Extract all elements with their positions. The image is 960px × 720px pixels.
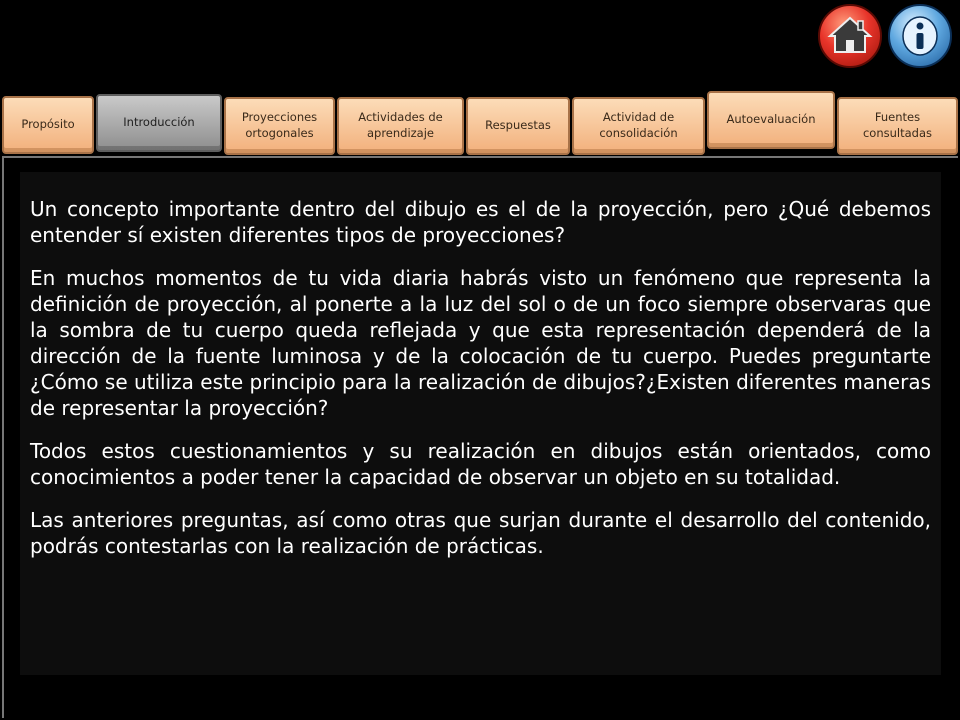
info-icon	[890, 6, 950, 66]
tab-label: Autoevaluación	[726, 112, 816, 127]
tab-actividad-de-consolidacion[interactable]	[572, 97, 705, 155]
tab-label: Actividades de aprendizaje	[358, 110, 443, 140]
content-panel	[20, 172, 941, 675]
tab-fuentes-consultadas[interactable]	[837, 97, 958, 155]
tab-introduccion[interactable]	[96, 94, 222, 152]
tab-actividades-de-aprendizaje[interactable]	[337, 97, 464, 155]
info-button[interactable]	[888, 4, 952, 68]
tab-autoevaluacion[interactable]	[707, 91, 835, 149]
tab-proyecciones-ortogonales[interactable]	[224, 97, 335, 155]
tab-label: Actividad de consolidación	[599, 110, 678, 140]
intro-paragraph-1: Un concepto importante dentro del dibujo es el de la proyección, pero ¿Qué debemos entender sí existen diferentes tipos de proyecciones?	[30, 197, 931, 247]
home-icon	[820, 6, 880, 66]
tab-respuestas[interactable]	[466, 97, 570, 155]
tab-label: Introducción	[123, 115, 195, 130]
tab-label: Fuentes consultadas	[862, 110, 933, 140]
tab-label: Proyecciones ortogonales	[241, 110, 318, 140]
intro-paragraph-4: Las anteriores preguntas, así como otras que surjan durante el desarrollo del contenido, podrás contestarlas con la realización de prácticas.	[30, 508, 931, 558]
intro-paragraph-3: Todos estos cuestionamientos y su realización en dibujos están orientados, como conocimientos a poder tener la capacidad de observar un objeto en su totalidad.	[30, 439, 931, 489]
tab-proposito[interactable]	[2, 96, 94, 154]
intro-paragraph-2: En muchos momentos de tu vida diaria habrás visto un fenómeno que representa la definición de proyección, al ponerte a la luz del sol o de un foco siempre observaras que la sombra de tu cuerpo queda reflejada y que esta representación dependerá de la dirección de la fuente luminosa y de la colocación de tu cuerpo. Puedes preguntarte ¿Cómo se utiliza este principio para la realización de dibujos?¿Existen diferentes maneras de representar la proyección?	[30, 266, 931, 420]
tab-label: Propósito	[21, 117, 75, 132]
tab-label: Respuestas	[485, 118, 551, 133]
home-button[interactable]	[818, 4, 882, 68]
